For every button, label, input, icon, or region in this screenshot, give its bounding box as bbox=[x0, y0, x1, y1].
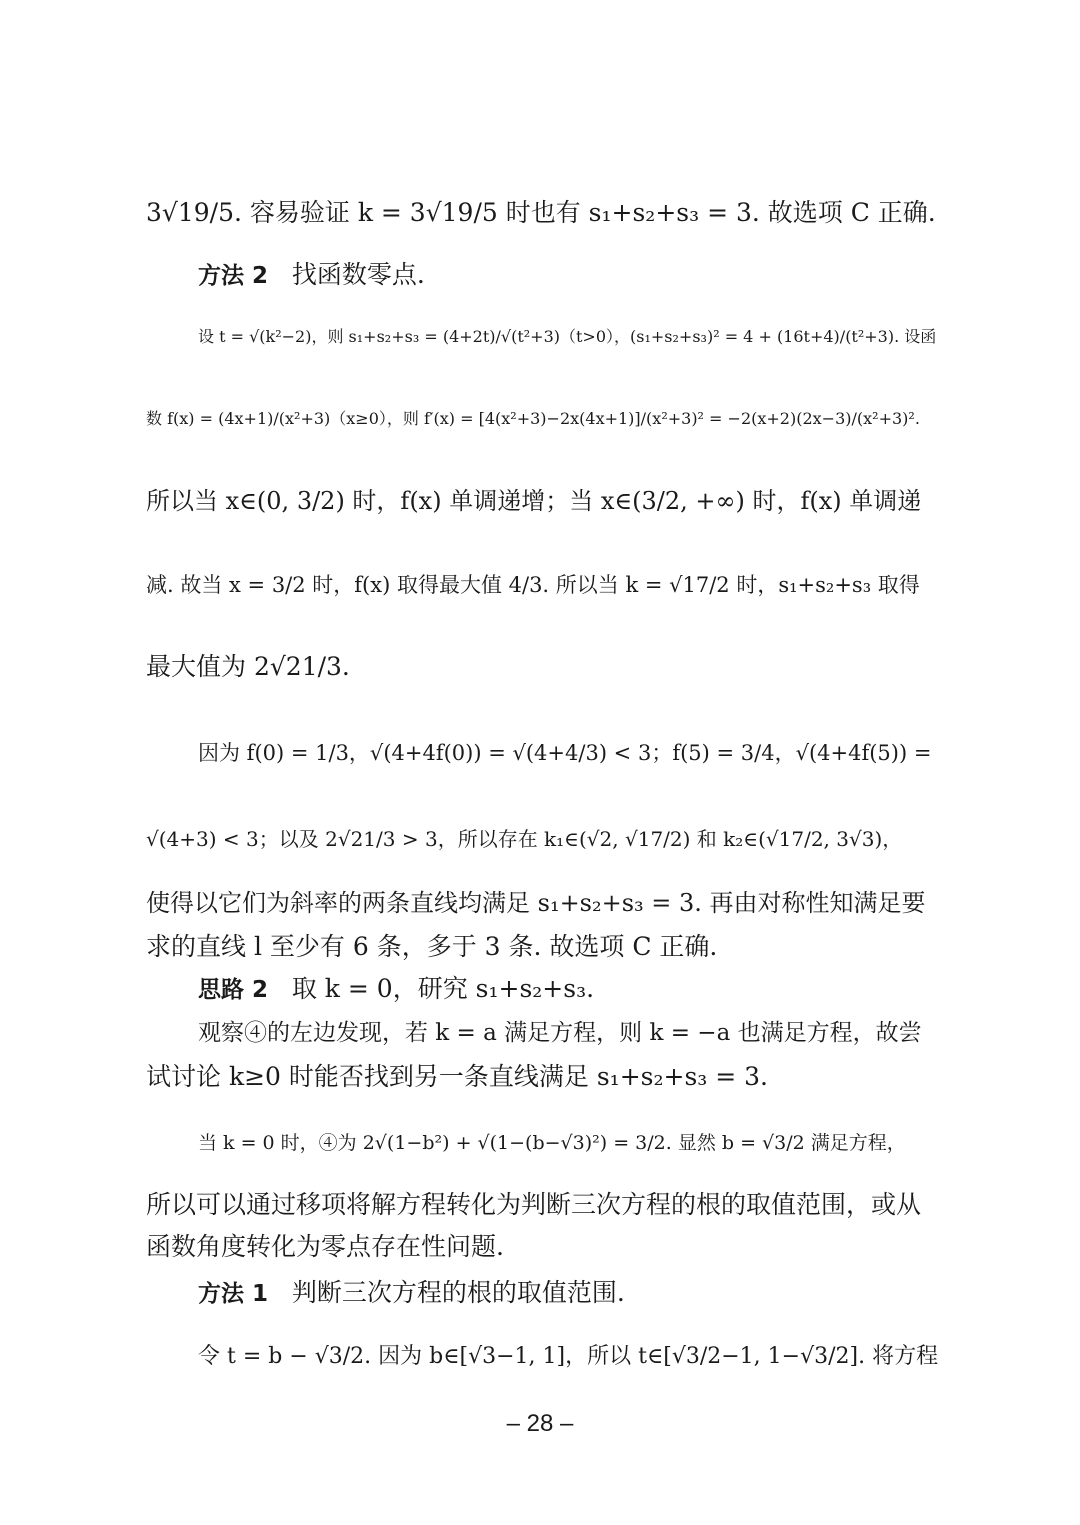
text-line: 因为 f(0) = 1/3，√(4+4f(0)) = √(4+4/3) < 3；f(5) = 3/4，√(4+4f(5)) = bbox=[198, 741, 932, 765]
heading: 方法 2 bbox=[198, 263, 269, 289]
text-line: 函数角度转化为零点存在性问题. bbox=[146, 1232, 504, 1261]
method-heading-line: 方法 1 判断三次方程的根的取值范围. bbox=[198, 1278, 625, 1307]
text-line: 数 f(x) = (4x+1)/(x²+3)（x≥0），则 f′(x) = [4(x²+3)−2x(4x+1)]/(x²+3)² = −2(x+2)(2x−3)/(x²+3)². bbox=[146, 409, 920, 428]
text-line: 所以可以通过移项将解方程转化为判断三次方程的根的取值范围，或从 bbox=[146, 1190, 922, 1219]
text-line: 设 t = √(k²−2)，则 s₁+s₂+s₃ = (4+2t)/√(t²+3)（t>0），(s₁+s₂+s₃)² = 4 + (16t+4)/(t²+3). 设函 bbox=[198, 327, 937, 346]
text-line: 减. 故当 x = 3/2 时，f(x) 取得最大值 4/3. 所以当 k = √17/2 时，s₁+s₂+s₃ 取得 bbox=[146, 573, 920, 597]
text-line: 观察④的左边发现，若 k = a 满足方程，则 k = −a 也满足方程，故尝 bbox=[198, 1020, 922, 1046]
method-heading-line: 方法 2 找函数零点. bbox=[198, 260, 425, 289]
page-number: – 28 – bbox=[506, 1410, 574, 1437]
text-line: 求的直线 l 至少有 6 条，多于 3 条. 故选项 C 正确. bbox=[146, 932, 718, 961]
method-heading-line: 思路 2 取 k = 0，研究 s₁+s₂+s₃. bbox=[198, 974, 595, 1003]
heading: 思路 2 bbox=[198, 977, 269, 1003]
text-line: 试讨论 k≥0 时能否找到另一条直线满足 s₁+s₂+s₃ = 3. bbox=[146, 1062, 768, 1091]
text-line: 令 t = b − √3/2. 因为 b∈[√3−1, 1]，所以 t∈[√3/2−1, 1−√3/2]. 将方程 bbox=[198, 1344, 939, 1369]
text-line: 最大值为 2√21/3. bbox=[146, 652, 350, 681]
text-line: 3√19/5. 容易验证 k = 3√19/5 时也有 s₁+s₂+s₃ = 3. 故选项 C 正确. bbox=[146, 198, 936, 227]
text-line: 所以当 x∈(0, 3/2) 时，f(x) 单调递增；当 x∈(3/2, +∞) 时，f(x) 单调递 bbox=[146, 487, 922, 515]
text-line: √(4+3) < 3；以及 2√21/3 > 3，所以存在 k₁∈(√2, √17/2) 和 k₂∈(√17/2, 3√3)， bbox=[146, 827, 903, 851]
text-line: 当 k = 0 时，④为 2√(1−b²) + √(1−(b−√3)²) = 3/2. 显然 b = √3/2 满足方程， bbox=[198, 1132, 906, 1154]
heading: 方法 1 bbox=[198, 1281, 269, 1307]
text-line: 使得以它们为斜率的两条直线均满足 s₁+s₂+s₃ = 3. 再由对称性知满足要 bbox=[146, 889, 926, 917]
